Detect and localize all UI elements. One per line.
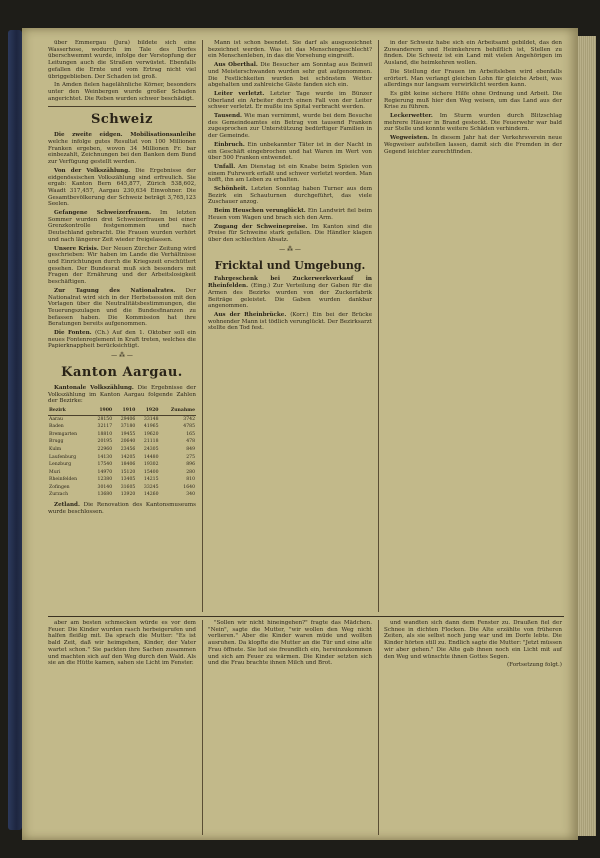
section-heading-fricktal: Fricktal und Umgebung. <box>214 259 366 273</box>
article-text: Die Stellung der Frauen im Arbeitsleben wird ebenfalls erörtert. Man verlangt gleichen Lohn für gleiche Arbeit, was allerdings nur langsam verwirklicht werden kann. <box>384 68 562 89</box>
table-cell: 275 <box>186 454 195 460</box>
table-cell: 17540 <box>97 462 113 468</box>
table-row <box>48 469 196 477</box>
article-lead: Schönheit. <box>214 186 248 193</box>
column-divider <box>378 40 379 612</box>
article-text: Die Ergebnisse der eidgenössischen Volkszählung sind erfreulich. Sie ergab: Kanton Bern 645,877, Zürich 538,602, Waadt 317,457, Aargau 230,634 Einwohner. Die Gesamtbevölkerung der Schweiz beträgt 3,765,123 Seelen. <box>48 167 196 208</box>
table-header-cell: Bezirk <box>48 407 90 415</box>
table-row <box>48 461 196 469</box>
table-cell: 14260 <box>143 492 159 498</box>
table-cell: 478 <box>186 439 195 445</box>
table-cell: 33245 <box>143 484 159 490</box>
table-row <box>48 438 196 446</box>
article <box>208 164 372 184</box>
table-cell: Bremgarten <box>49 431 78 437</box>
feuilleton-rule <box>48 616 564 617</box>
table-cell: 4785 <box>183 424 195 430</box>
article <box>384 113 562 133</box>
table-cell: 19455 <box>120 431 136 437</box>
article-text: in der Schweiz habe sich ein Arbeitsamt gebildet, das den Zuwanderern und Heimkehrern behilflich ist, Stellen zu finden. Die Schweiz ist ein Land mit vielen Angehörigen im Ausland, die heimkehren wollen. <box>384 40 562 67</box>
table-row <box>48 431 196 439</box>
article <box>208 186 372 206</box>
article <box>208 113 372 140</box>
table-cell: Aarau <box>49 416 63 422</box>
table-cell: Rheinfelden <box>49 477 78 483</box>
article-lead: Aus der Rheinbrücke. <box>214 311 287 318</box>
article-text: Ein unbekannter Täter ist in der Nacht in ein Geschäft eingebrochen und hat Waren im Wert von über 500 Franken entwendet. <box>208 141 372 162</box>
article-lead: Beim Heuschen verunglückt. <box>214 208 306 215</box>
article <box>208 208 372 221</box>
article-lead: Zugang der Schweinepreise. <box>214 223 308 230</box>
article <box>208 62 372 89</box>
continuation-note: (Fortsetzung folgt.) <box>506 662 562 669</box>
column-divider <box>202 620 203 835</box>
table-cell: 1640 <box>183 484 195 490</box>
table-cell: 19620 <box>143 431 159 437</box>
divider <box>48 106 196 107</box>
article-text: (Eing.) Zur Verteilung der Gaben für die Armen des Bezirks wurden von der Zuckerfabrik Beiträge geleistet. Die Gaben wurden dankbar angenommen. <box>208 283 373 310</box>
article-text: Letzten Sonntag haben Turner aus dem Bezirk ein Schauturnen durchgeführt, das viele Zuschauer anzog. <box>208 186 372 206</box>
article-text: Im Sturm wurden durch Blitzschlag mehrere Häuser in Brand gesteckt. Die Feuerwehr war bald zur Stelle und konnte weitere Schäden verhindern. <box>384 113 563 133</box>
article-lead: Leckerwetter. <box>390 113 433 120</box>
book-binding <box>8 30 22 830</box>
table-row <box>48 415 196 423</box>
table-cell: Zurzach <box>49 492 69 498</box>
article <box>48 330 196 350</box>
table-cell: 33148 <box>143 416 159 422</box>
table-cell: 15400 <box>143 469 159 475</box>
feuilleton-text: und wandten sich dann dem Fenster zu. Draußen fiel der Schnee in dichten Flocken. Die Alte erzählte von früheren Zeiten, als sie selbst noch jung war und im Dorfe lebte. Die Kinder hörten still zu. Endlich sagte die Mutter: "Jetzt müssen wir aber gehen." Die Alte gab ihnen noch ein Licht mit auf den Weg und wünschte ihnen Gottes Segen. <box>384 620 562 660</box>
table-cell: 3742 <box>183 416 195 422</box>
article-text: Der Neuen Zürcher Zeitung wird geschrieben: Wir haben im Lande die Verhältnisse und Einrichtungen durch die Kriegszeit erschüttert gesehen. Der Bundesrat muß sich besonders mit Fragen der Ernährung und der Arbeitslosigkeit beschäftigen. <box>48 245 196 286</box>
table-cell: 13680 <box>97 492 113 498</box>
table-row <box>48 446 196 454</box>
feuilleton-column <box>48 620 196 669</box>
feuilleton-text: aber am besten schmecken würde es vor dem Feuer. Die Kinder wurden rasch herbeigerufen und halfen fleißig mit. Da sprach die Mutter: "Es ist bald Zeit, daß wir heimgehen, Kinder, der Vater wartet schon." Sie packten ihre Sachen zusammen und machten sich auf den Weg durch den Wald. Als sie an die Hütte kamen, sahen sie Licht im Fenster. <box>48 620 196 667</box>
table-cell: 13920 <box>120 492 136 498</box>
table-cell: 28150 <box>97 416 113 422</box>
table-cell: 810 <box>186 477 195 483</box>
article-lead: Von der Volkszählung. <box>54 167 131 174</box>
table-cell: 41965 <box>143 424 159 430</box>
article-lead: Fahrgeschenk bei Zuckerwerkverkauf in Rheinfelden. <box>208 276 372 290</box>
feuilleton-column <box>384 620 562 671</box>
article-lead: Die zweite eidgen. Mobilisationsanleihe <box>54 132 196 139</box>
article-text: Am Dienstag ist ein Knabe beim Spielen von einem Fuhrwerk erfaßt und schwer verletzt worden. Man hofft, ihn am Leben zu erhalten. <box>208 163 372 184</box>
article-text: Ein Landwirt fiel beim Heuen vom Wagen und brach sich den Arm. <box>208 208 372 221</box>
article-text: Die Renovation des Kantonsmuseums wurde beschlossen. <box>48 502 196 515</box>
table-row <box>48 491 196 499</box>
article-lead: Zetland. <box>54 502 80 509</box>
table-cell: 21118 <box>143 439 159 445</box>
table-cell: 896 <box>186 462 195 468</box>
article-lead: Unfall. <box>214 163 236 170</box>
article <box>48 132 196 166</box>
census-table <box>48 407 196 499</box>
table-cell: 23456 <box>120 446 136 452</box>
table-cell: 14130 <box>97 454 113 460</box>
table-cell: 18810 <box>97 431 113 437</box>
table-header-cell: 1910 <box>113 407 136 415</box>
article <box>48 385 196 405</box>
article <box>208 142 372 162</box>
article-lead: Aus Oberthal. <box>214 62 258 69</box>
article-text: Wie man vernimmt, wurde bei dem Besuche des Gemeindeamtes ein Betrag von tausend Franken zugesprochen zur Unterstützung bedürftiger Familien in der Gemeinde. <box>208 113 373 140</box>
article <box>48 168 196 208</box>
article-text: Die Besucher am Sonntag aus Beinwil und Meisterschwanden wurden sehr gut aufgenommen. Die Festlichkeiten wurden bei schönstem Wetter abgehalten und zahlreiche Gäste fanden sich ein. <box>208 62 372 89</box>
table-cell: Muri <box>49 469 61 475</box>
table-row <box>48 484 196 492</box>
table-cell: 14215 <box>143 477 159 483</box>
article-text: Im letzten Sommer wurden drei Schweizerfrauen bei einer Grenzkontrolle festgenommen und nach Deutschland gebracht. Die Frauen wurden verhört und nach längerer Zeit wieder freigelassen. <box>48 210 197 243</box>
table-cell: 15120 <box>120 469 136 475</box>
article <box>208 312 372 332</box>
article-text: Mann ist schon beendet. Sie darf als ausgezeichnet bezeichnet werden. Was ist das Menschengeschlecht? ein Menschenleben, in das die Vorsehung eingreift. <box>208 40 372 60</box>
article <box>48 502 196 515</box>
article-text: In Amden fielen hagelähnliche Körner, besonders unter den Weinbergen wurde großer Schaden angerichtet. Die Reben wurden schwer beschädigt. <box>48 82 196 102</box>
table-cell: 20195 <box>97 439 113 445</box>
article <box>48 288 196 328</box>
table-cell: 29406 <box>120 416 136 422</box>
article-lead: Einbruch. <box>214 141 245 148</box>
article-lead: Zur Tagung des Nationalrates. <box>54 287 176 294</box>
article-text: In diesem Jahr hat der Verkehrsverein neue Wegweiser aufstellen lassen, damit sich die Fremden in der Gegend leichter zurechtfinden. <box>384 135 563 155</box>
column-divider <box>378 620 379 835</box>
table-cell: 20640 <box>120 439 136 445</box>
table-header-cell: Zunahme <box>160 407 196 415</box>
article <box>48 210 196 244</box>
right-column <box>384 40 562 157</box>
table-cell: 32117 <box>97 424 113 430</box>
table-cell: 22960 <box>97 446 113 452</box>
table-cell: 14970 <box>97 469 113 475</box>
table-cell: 18406 <box>120 462 136 468</box>
article-text: Der Nationalrat wird sich in der Herbstsession mit den Vorlagen über die Neutralitätsbestimmungen, die Teuerungszulagen und die Bundesfinanzen zu befassen haben. Die Kommission hat ihre Beratungen bereits aufgenommen. <box>48 287 197 328</box>
feuilleton-column <box>208 620 372 669</box>
table-cell: 14480 <box>143 454 159 460</box>
separator-ornament: — ⁂ — <box>279 245 301 253</box>
article-lead: Die Fonten. <box>54 330 92 337</box>
article-lead: Gefangene Schweizerfrauen. <box>54 210 152 217</box>
section-heading-aargau: Kanton Aargau. <box>61 364 183 380</box>
table-cell: Laufenburg <box>49 454 77 460</box>
table-cell: 849 <box>186 446 195 452</box>
table-cell: Kulm <box>49 446 62 452</box>
table-cell: 30140 <box>97 484 113 490</box>
page-edges <box>578 36 596 836</box>
table-cell: Lenzburg <box>49 462 72 468</box>
article <box>48 246 196 286</box>
left-column <box>48 40 196 517</box>
table-cell: Brugg <box>49 439 64 445</box>
article-lead: Tausend. <box>214 113 242 120</box>
table-cell: Zofingen <box>49 484 70 490</box>
article <box>208 276 372 310</box>
article-text: Im Kanton sind die Preise für Schweine stark gefallen. Die Händler klagen über den schlechten Absatz. <box>208 223 372 243</box>
table-row <box>48 423 196 431</box>
table-cell: 165 <box>186 431 195 437</box>
article <box>208 224 372 244</box>
table-row <box>48 454 196 462</box>
article-text: über Emmergau (Jura) bildete sich eine Wasserhose, wodurch im Tale des Dorfes überschwemmt wurde, infolge der Verstopfung der Leitungen auch die Straßen verwüstet. Ebenfalls gefallen die Ernte und vom Ertrag nicht viel übriggeblieben. Der Schaden ist groß. <box>48 40 196 80</box>
article-text: (Korr.) Ein bei der Brücke wohnender Mann ist tödlich verunglückt. Der Bezirksarzt stellte den Tod fest. <box>208 311 373 332</box>
table-cell: 19302 <box>143 462 159 468</box>
article-lead: Leiter verletzt. <box>214 90 265 97</box>
article <box>384 135 562 155</box>
separator-ornament: — ⁂ — <box>111 352 133 360</box>
table-header-cell: 1920 <box>136 407 159 415</box>
article-text: (Ch.) Auf den 1. Oktober soll ein neues Fontenreglement in Kraft treten, welches die Papierknappheit berücksichtigt. <box>48 330 197 350</box>
table-cell: 12380 <box>97 477 113 483</box>
table-cell: 280 <box>186 469 195 475</box>
column-divider <box>202 40 203 612</box>
table-cell: 14205 <box>120 454 136 460</box>
article-lead: Unsere Krisis. <box>54 245 99 252</box>
section-heading-schweiz: Schweiz <box>90 112 154 128</box>
article-text: welche infolge gutes Resultat von 100 Millionen Franken ergeben, wovon 34 Millionen Fr. bar einbezahlt, Zeichnungen bei den Banken dem Bund zur Verfügung gestellt werden. <box>48 139 196 166</box>
article-lead: Wegweisten. <box>390 135 430 142</box>
table-cell: 340 <box>186 492 195 498</box>
article-lead: Kantonale Volkszählung. <box>54 384 134 391</box>
article-text: Es gibt keine sichere Hilfe ohne Ordnung und Arbeit. Die Regierung muß hier den Weg weisen, um das Land aus der Krise zu führen. <box>384 90 562 111</box>
table-row <box>48 476 196 484</box>
table-header-cell: 1900 <box>90 407 113 415</box>
feuilleton-text: "Sollen wir nicht hineingehen?" fragte das Mädchen. "Nein", sagte die Mutter, "wir wollen den Weg nicht verlieren." Aber die Kinder waren müde und wollten ausruhen. Da klopfte die Mutter an die Tür und eine alte Frau öffnete. Sie lud sie freundlich ein, hereinzukommen und sich am Feuer zu wärmen. Die Kinder setzten sich und die Frau brachte ihnen Milch und Brot. <box>208 620 372 667</box>
middle-column <box>208 40 372 334</box>
table-cell: 24305 <box>143 446 159 452</box>
article-text: Die Ergebnisse der Volkszählung im Kanton Aargau folgende Zahlen der Bezirke: <box>48 384 196 405</box>
table-cell: 13405 <box>120 477 136 483</box>
article <box>208 91 372 111</box>
table-cell: Baden <box>49 424 64 430</box>
table-cell: 37180 <box>120 424 136 430</box>
article-text: Letzter Tage wurde im Bünzer Oberland ein Arbeiter durch einen Fall von der Leiter schwer verletzt. Er mußte ins Spital verbracht werden. <box>208 90 372 111</box>
table-cell: 31605 <box>120 484 136 490</box>
